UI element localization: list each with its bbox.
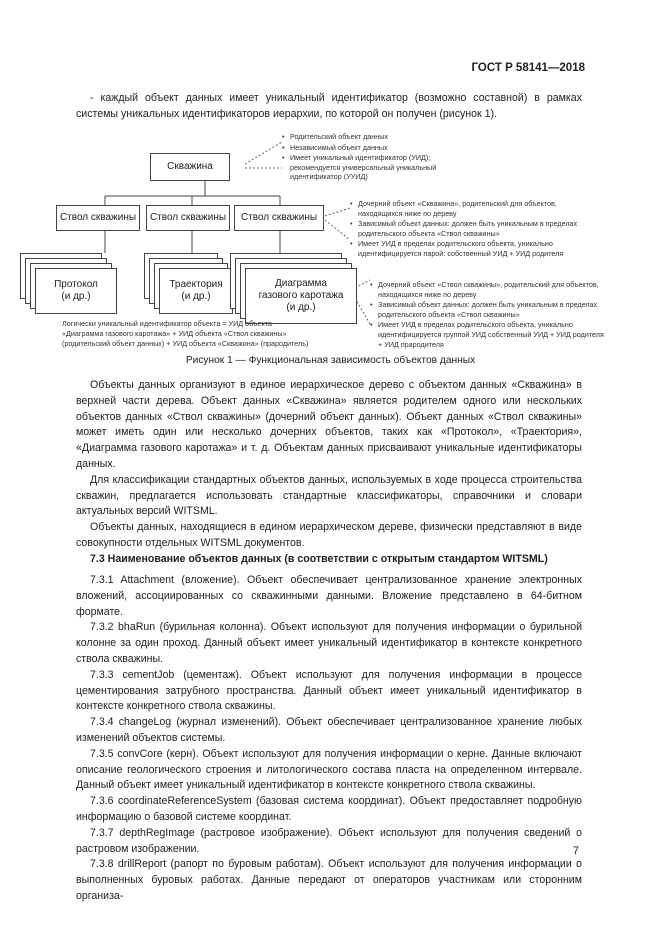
root-node-well: Скважина bbox=[150, 153, 230, 181]
bottom-note: Логически уникальный идентификатор объекта = УИД объекта «Диаграмма газового каротажа» + УИД объекта «Ствол скважины» (родительский объект данных) + УИД объекта «Скважина» (прародитель) bbox=[62, 319, 309, 348]
notes-wellbore: • Дочерний объект «Скважина», родительский для объектов, находящихся ниже по дереву • Зависимый объект данных: должен быть уникальным в пределах родительского объекта «Ствол скважины» • Имеет УИД в пределах родительского объекта, уникально идентифицируется парой: собственный УИД + УИД родителя bbox=[350, 199, 590, 260]
leaf-node-protocol: Протокол (и др.) bbox=[35, 268, 117, 314]
body-paragraphs: Объекты данных организуют в единое иерархическое дерево с объектом данных «Скважина» в верхней части дерева. Объект данных «Скважина» является родителем одного или нескольких объектов данных «Ствол скважины» (дочерний объект данных). Объект данных «Ствол скважины» может иметь один или несколько дочерних объектов, таких как «Протокол», «Траектория», «Диаграмма газового каротажа» и т. д. Объектам данных присваивают уникальные идентификаторы данных. Для классификации стандартных объектов данных, используемых в ходе процесса строительства скважин, предлагается использовать стандартные классификаторы, справочники и словари актуальных версий WITSML. Объекты данных, находящиеся в едином иерархическом дереве, физически представляют в виде совокупности отдельных WITSML документов. bbox=[76, 379, 582, 549]
leaf-node-mudlog: Диаграмма газового каротажа (и др.) bbox=[245, 268, 357, 324]
section-heading: 7.3 Наименование объектов данных (в соответствии с открытым стандартом WITSML) bbox=[90, 553, 548, 565]
intro-paragraph: - каждый объект данных имеет уникальный идентификатор (возможно составной) в рамках системы уникальных идентификаторов иерархии, по которой он получен (рисунок 1). bbox=[76, 92, 582, 120]
page-number: 7 bbox=[572, 845, 579, 857]
notes-root: • Родительский объект данных • Независимый объект данных • Имеет уникальный идентификатор (УИД); рекомендуется универсальный уникальный идентификатор (УУИД) bbox=[282, 132, 452, 183]
notes-leaf: • Дочерний объект «Ствол скважины», родительский для объектов, находящихся ниже по дереву • Зависимый объект данных: должен быть уникальным в пределах родительского объекта «Ствол скважины» • Имеет УИД в пределах родительского объекта, уникально идентифицируется группой УИД собственный УИД + УИД родителя + УИД прародителя bbox=[370, 280, 605, 350]
wellbore-node-1: Ствол скважины bbox=[56, 205, 140, 231]
wellbore-node-2: Ствол скважины bbox=[146, 205, 230, 231]
figure-hierarchy bbox=[50, 128, 610, 348]
wellbore-node-3: Ствол скважины bbox=[234, 205, 324, 231]
standard-header: ГОСТ Р 58141—2018 bbox=[471, 62, 585, 74]
figure-caption: Рисунок 1 — Функциональная зависимость объектов данных bbox=[185, 355, 476, 366]
section-items: 7.3.1 Attachment (вложение). Объект обеспечивает централизованное хранение электронных вложений, ассоциированных со скважинными данными. Вложение представлено в 64-битном формате. 7.3.2 bhaRun (бурильная колонна). Объект используют для получения информации о бурильной колонне за один проход. Данный объект имеет уникальный идентификатор в контексте конкретного ствола скважины. 7.3.3 cementJob (цементаж). Объект используют для получения информации в процессе цементирования затрубного пространства. Данный объект имеет уникальный идентификатор в контексте конкретного ствола скважины. 7.3.4 changeLog (журнал изменений). Объект обеспечивает централизованное хранение любых изменений объектов системы. 7.3.5 convCore (керн). Объект используют для получения информации о керне. Данные включают описание геологического строения и литологического состава пласта на определенном интервале. Данный объект имеет уникальный идентификатор в контексте конкретного ствола скважины. 7.3.6 coordinateReferenceSystem (базовая система координат). Объект предоставляет подробную информацию о базовой системе координат. 7.3.7 depthRegImage (растровое изображение). Объект используют для получения сведений о растровом изображении. 7.3.8 drillReport (рапорт по буровым работам). Объект используют для получения информации о выполненных буровых работах. Данные передают от операторов участникам или сторонним организа- bbox=[76, 574, 582, 902]
leaf-node-trajectory: Траектория (и др.) bbox=[159, 268, 233, 314]
